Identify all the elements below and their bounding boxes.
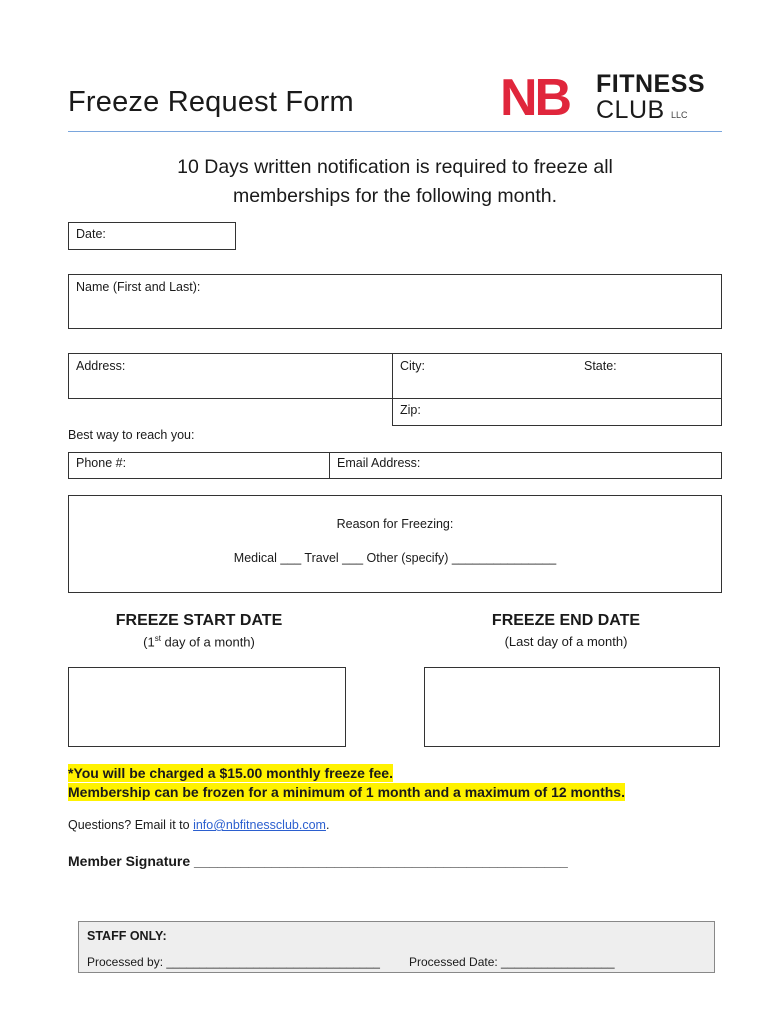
freeze-start-input[interactable] <box>68 667 346 747</box>
email-label: Email Address: <box>337 456 421 470</box>
best-way-label: Best way to reach you: <box>68 428 195 442</box>
reason-box <box>68 495 722 593</box>
zip-label: Zip: <box>400 403 421 417</box>
reason-label: Reason for Freezing: <box>336 517 454 531</box>
date-label: Date: <box>76 227 106 241</box>
club-logo <box>500 68 716 128</box>
phone-label: Phone #: <box>76 456 127 470</box>
state-label: State: <box>584 359 617 373</box>
email-link[interactable]: info@nbfitnessclub.com <box>193 818 326 832</box>
freeze-end-input[interactable] <box>424 667 720 747</box>
name-label: Name (First and Last): <box>76 280 201 294</box>
member-signature-line[interactable]: Member Signature ________________________________________________ <box>68 853 568 869</box>
zip-field[interactable] <box>392 398 722 426</box>
fee-notice-line-1: *You will be charged a $15.00 monthly freeze fee. <box>68 765 393 781</box>
address-label: Address: <box>76 359 126 373</box>
processed-by-line[interactable]: Processed by: ________________________________ <box>87 955 380 969</box>
notice-line-2: memberships for the following month. <box>232 185 558 207</box>
city-state-field[interactable] <box>392 353 722 399</box>
questions-text: Questions? Email it to info@nbfitnessclub.com. <box>68 818 330 832</box>
notice-text <box>68 153 722 211</box>
name-field[interactable] <box>68 274 722 329</box>
title-divider <box>68 131 722 132</box>
freeze-end-subtitle: (Last day of a month) <box>504 634 628 649</box>
freeze-start-subtitle: (1st day of a month) <box>143 634 255 650</box>
address-field[interactable] <box>68 353 393 399</box>
reason-options[interactable]: Medical ___ Travel ___ Other (specify) _______________ <box>233 551 557 565</box>
logo-llc-text: LLC <box>671 110 688 120</box>
page-title: Freeze Request Form <box>68 86 354 118</box>
email-field[interactable] <box>329 452 722 479</box>
freeze-end-title: FREEZE END DATE <box>491 612 641 629</box>
logo-fitness-text: FITNESS <box>596 70 706 98</box>
notice-line-1: 10 Days written notification is required to freeze all <box>177 156 613 178</box>
fee-notice-line-2: Membership can be frozen for a minimum of 1 month and a maximum of 12 months. <box>68 784 625 800</box>
logo-nb-text: NB <box>500 69 570 127</box>
date-field[interactable] <box>68 222 236 250</box>
processed-date-line[interactable]: Processed Date: _________________ <box>409 955 615 969</box>
city-label: City: <box>400 359 425 373</box>
staff-only-box <box>78 921 715 973</box>
staff-only-title: STAFF ONLY: <box>87 929 167 943</box>
freeze-start-title: FREEZE START DATE <box>115 612 283 629</box>
phone-field[interactable] <box>68 452 330 479</box>
logo-club-text: CLUB <box>596 96 665 124</box>
